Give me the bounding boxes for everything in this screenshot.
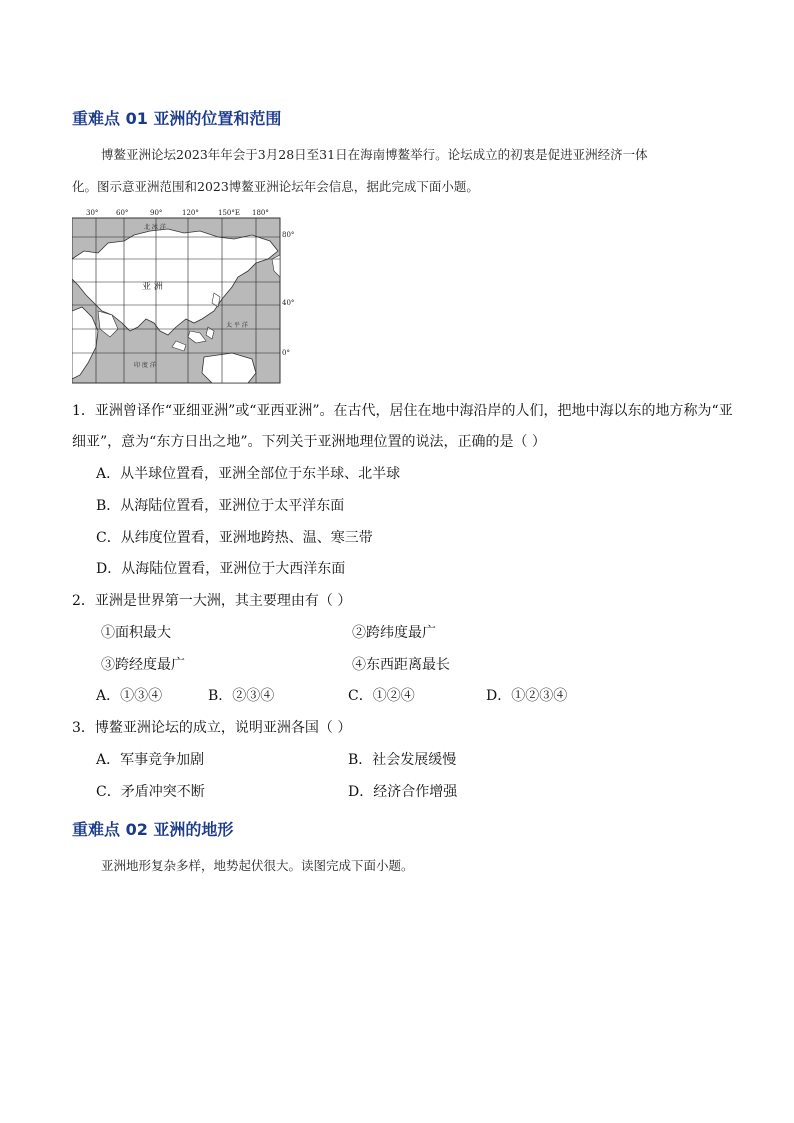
lon-label-120: 120°	[182, 209, 199, 217]
q2-item-3: ③跨经度最广	[101, 657, 185, 673]
q1-option-c[interactable]: C．从纬度位置看，亚洲地跨热、温、寒三带	[96, 530, 373, 546]
q2-stem: 2．亚洲是世界第一大洲，其主要理由有（ ）	[72, 593, 352, 609]
q2-option-b[interactable]: B．②③④	[208, 688, 275, 704]
lon-label-150: 150°E	[218, 209, 240, 217]
asia-map-figure	[72, 207, 304, 385]
q2-item-2: ②跨纬度最广	[352, 625, 436, 641]
q1-option-a[interactable]: A．从半球位置看，亚洲全部位于东半球、北半球	[96, 466, 401, 482]
q3-option-d[interactable]: D．经济合作增强	[348, 784, 458, 800]
ocean-label-pacific: 太 平 洋	[226, 322, 248, 329]
lat-label-80: 80°	[282, 231, 295, 239]
q3-stem: 3．博鳌亚洲论坛的成立，说明亚洲各国（ ）	[72, 720, 352, 736]
q2-option-a[interactable]: A．①③④	[96, 688, 163, 704]
ocean-label-arctic: 北 冰 洋	[144, 224, 166, 231]
section2-intro: 亚洲地形复杂多样，地势起伏很大。读图完成下面小题。	[101, 858, 414, 873]
australia-landmass	[202, 353, 256, 383]
lon-label-60: 60°	[116, 209, 129, 217]
q3-option-a[interactable]: A．军事竞争加剧	[96, 752, 205, 768]
section2-title: 重难点 02 亚洲的地形	[72, 820, 234, 839]
region-label-asia: 亚 洲	[142, 282, 163, 292]
lat-label-40: 40°	[282, 299, 295, 307]
lon-label-180: 180°	[252, 209, 269, 217]
lon-label-30: 30°	[86, 209, 99, 217]
q1-stem-line1: 1．亚洲曾译作“亚细亚洲”或“亚西亚洲”。在古代，居住在地中海沿岸的人们，把地中海以东的地方称为“亚	[72, 403, 733, 419]
q2-option-d[interactable]: D．①②③④	[486, 688, 568, 704]
q2-option-c[interactable]: C．①②④	[348, 688, 415, 704]
q1-stem-line2: 细亚”，意为“东方日出之地”。下列关于亚洲地理位置的说法，正确的是（ ）	[72, 434, 546, 450]
q2-item-1: ①面积最大	[101, 625, 171, 641]
asia-map	[72, 207, 304, 385]
q2-item-4: ④东西距离最长	[352, 657, 450, 673]
q1-option-d[interactable]: D．从海陆位置看，亚洲位于大西洋东面	[96, 561, 346, 577]
lon-label-90: 90°	[150, 209, 163, 217]
q3-option-b[interactable]: B．社会发展缓慢	[348, 752, 457, 768]
q1-option-b[interactable]: B．从海陆位置看，亚洲位于太平洋东面	[96, 498, 345, 514]
section1-title: 重难点 01 亚洲的位置和范围	[72, 109, 282, 128]
ocean-label-indian: 印 度 洋	[134, 362, 156, 369]
lat-label-0: 0°	[282, 349, 290, 357]
section1-intro-line2: 化。图示意亚洲范围和2023博鳌亚洲论坛年会信息，据此完成下面小题。	[72, 179, 479, 194]
section1-intro-line1: 博鳌亚洲论坛2023年年会于3月28日至31日在海南博鳌举行。论坛成立的初衷是促进亚洲经济一体	[101, 147, 648, 162]
q3-option-c[interactable]: C．矛盾冲突不断	[96, 784, 205, 800]
